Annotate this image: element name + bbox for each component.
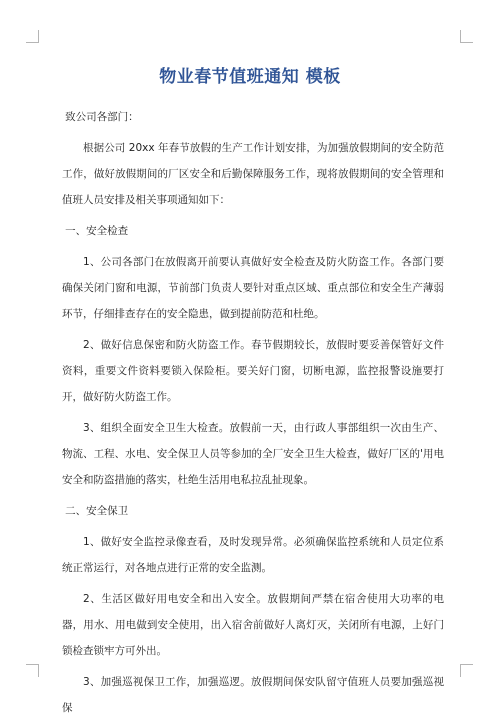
salutation: 致公司各部门： <box>65 111 139 123</box>
section-heading-safety-inspection: 一、安全检查 <box>65 225 129 237</box>
document-body <box>62 104 444 726</box>
paragraph: 2、做好信息保密和防火防盗工作。春节假期较长，放假时要妥善保管好文件资料，重要文件资料要锁入保险柜。要关好门窗，切断电源，监控报警设施要打开，做好防火防盗工作。 <box>62 339 444 403</box>
paragraph: 1、做好安全监控录像查看，及时发现异常。必须确保监控系统和人员定位系统正常运行，对各地点进行正常的安全监测。 <box>62 536 444 574</box>
crop-mark-bottom-right <box>460 664 473 677</box>
paragraph: 3、组织全面安全卫生大检查。放假前一天，由行政人事部组织一次由生产、物流、工程、水电、安全保卫人员等参加的全厂安全卫生大检查，做好厂区的'用电安全和防盗措施的落实，杜绝生活用电私拉乱扯现象。 <box>62 422 444 486</box>
section-heading-security: 二、安全保卫 <box>65 505 129 517</box>
paragraph: 1、公司各部门在放假离开前要认真做好安全检查及防火防盗工作。各部门要确保关闭门窗和电源，节前部门负责人要针对重点区域、重点部位和安全生产薄弱环节，仔细排查存在的安全隐患，做到提前防范和杜绝。 <box>62 256 444 320</box>
paragraph: 3、加强巡视保卫工作，加强巡逻。放假期间保安队留守值班人员要加强巡视保 <box>62 676 444 714</box>
crop-mark-top-right <box>460 30 473 43</box>
document-title: 物业春节值班通知 模板 <box>159 67 341 87</box>
paragraph: 2、生活区做好用电安全和出入安全。放假期间严禁在宿舍使用大功率的电器，用水、用电做到安全使用，出入宿舍前做好人离灯灭，关闭所有电源，上好门锁检查锁牢方可外出。 <box>62 593 444 657</box>
crop-mark-top-left <box>26 30 39 43</box>
intro-paragraph: 根据公司 20xx 年春节放假的生产工作计划安排，为加强放假期间的安全防范工作，做好放假期间的厂区安全和后勤保障服务工作，现将放假期间的安全管理和值班人员安排及相关事项通知如下： <box>62 142 444 206</box>
crop-mark-bottom-left <box>26 664 39 677</box>
